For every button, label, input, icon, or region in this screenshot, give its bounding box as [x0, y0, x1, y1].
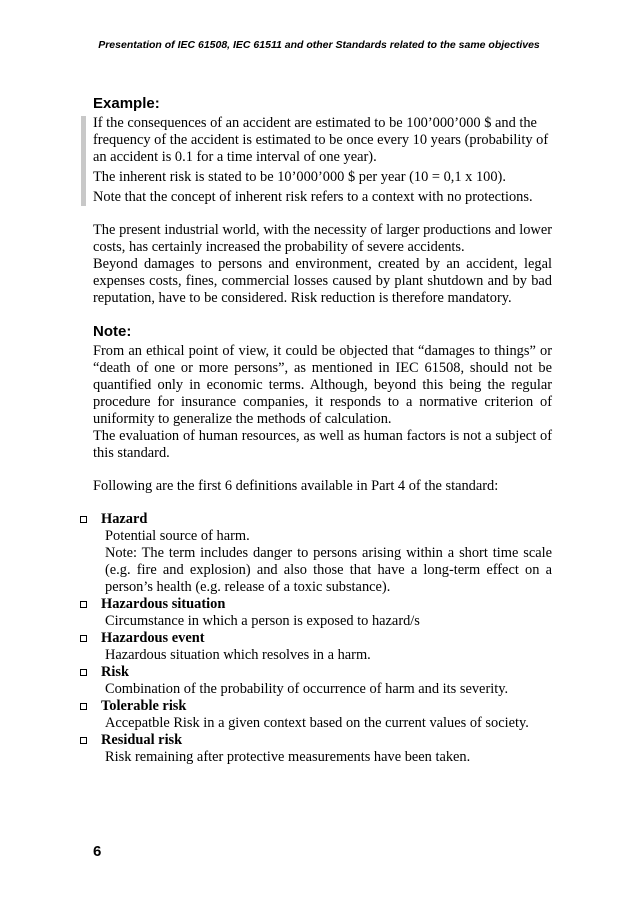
definition-item — [80, 664, 552, 698]
page-content — [93, 95, 552, 766]
example-section — [93, 95, 552, 206]
checkbox-bullet-icon — [80, 635, 87, 642]
body-paragraph-2: Beyond damages to persons and environment, created by an accident, legal expenses costs, fines, commercial losses caused by plant shutdown and by bad reputation, have to be considered. Risk reduction is therefore mandatory. — [93, 256, 552, 306]
body-paragraph-1: The present industrial world, with the necessity of larger productions and lower costs, has certainly increased the probability of severe accidents. — [93, 222, 552, 255]
example-heading: Example: — [93, 95, 160, 112]
note-heading: Note: — [93, 323, 132, 340]
definition-term: Residual risk — [101, 732, 183, 748]
checkbox-bullet-icon — [80, 516, 87, 523]
definition-item — [80, 732, 552, 766]
note-paragraph-1: From an ethical point of view, it could be objected that “damages to things” or “death of one or more persons”, as mentioned in IEC 61508, should not be quantified only in economic terms. Although, beyond this being the regular procedure for insurance companies, it responds to a normative criterion of uniformity to generalize the methods of calculation. — [93, 343, 552, 427]
definition-term: Hazardous situation — [101, 596, 226, 612]
definition-item — [80, 511, 552, 596]
checkbox-bullet-icon — [80, 737, 87, 744]
example-paragraph-2: The inherent risk is stated to be 10’000’000 $ per year (10 = 0,1 x 100). — [93, 169, 506, 185]
example-sidebar-bar — [81, 116, 86, 206]
definition-description: Potential source of harm. — [105, 528, 250, 544]
definitions-list — [80, 511, 552, 766]
definition-term: Hazardous event — [101, 630, 205, 646]
definition-term: Hazard — [101, 511, 148, 527]
page-header: Presentation of IEC 61508, IEC 61511 and other Standards related to the same objectives — [98, 39, 540, 51]
checkbox-bullet-icon — [80, 669, 87, 676]
definition-description: Accepatble Risk in a given context based on the current values of society. — [105, 715, 529, 731]
definition-description: Circumstance in which a person is exposed to hazard/s — [105, 613, 420, 629]
definition-item — [80, 596, 552, 630]
definition-description: Combination of the probability of occurrence of harm and its severity. — [105, 681, 509, 697]
example-paragraph-1: If the consequences of an accident are estimated to be 100’000’000 $ and the frequency of the accident is estimated to be once every 10 years (probability of an accident is 0.1 for a time interval of one year). — [93, 115, 549, 165]
definition-description: Risk remaining after protective measurements have been taken. — [105, 749, 471, 765]
definition-note: Note: The term includes danger to persons arising within a short time scale (e.g. fire and explosion) and also those that have a long-term effect on a person’s health (e.g. release of a toxic substance). — [105, 545, 552, 595]
definition-description: Hazardous situation which resolves in a harm. — [105, 647, 371, 663]
definition-item — [80, 698, 552, 732]
checkbox-bullet-icon — [80, 601, 87, 608]
definitions-intro: Following are the first 6 definitions available in Part 4 of the standard: — [93, 478, 499, 494]
page-number: 6 — [93, 843, 102, 860]
definition-term: Risk — [101, 664, 129, 680]
checkbox-bullet-icon — [80, 703, 87, 710]
definition-term: Tolerable risk — [101, 698, 187, 714]
body-section — [93, 222, 552, 307]
note-paragraph-2: The evaluation of human resources, as well as human factors is not a subject of this standard. — [93, 428, 552, 461]
example-paragraph-3: Note that the concept of inherent risk refers to a context with no protections. — [93, 189, 533, 205]
definition-item — [80, 630, 552, 664]
